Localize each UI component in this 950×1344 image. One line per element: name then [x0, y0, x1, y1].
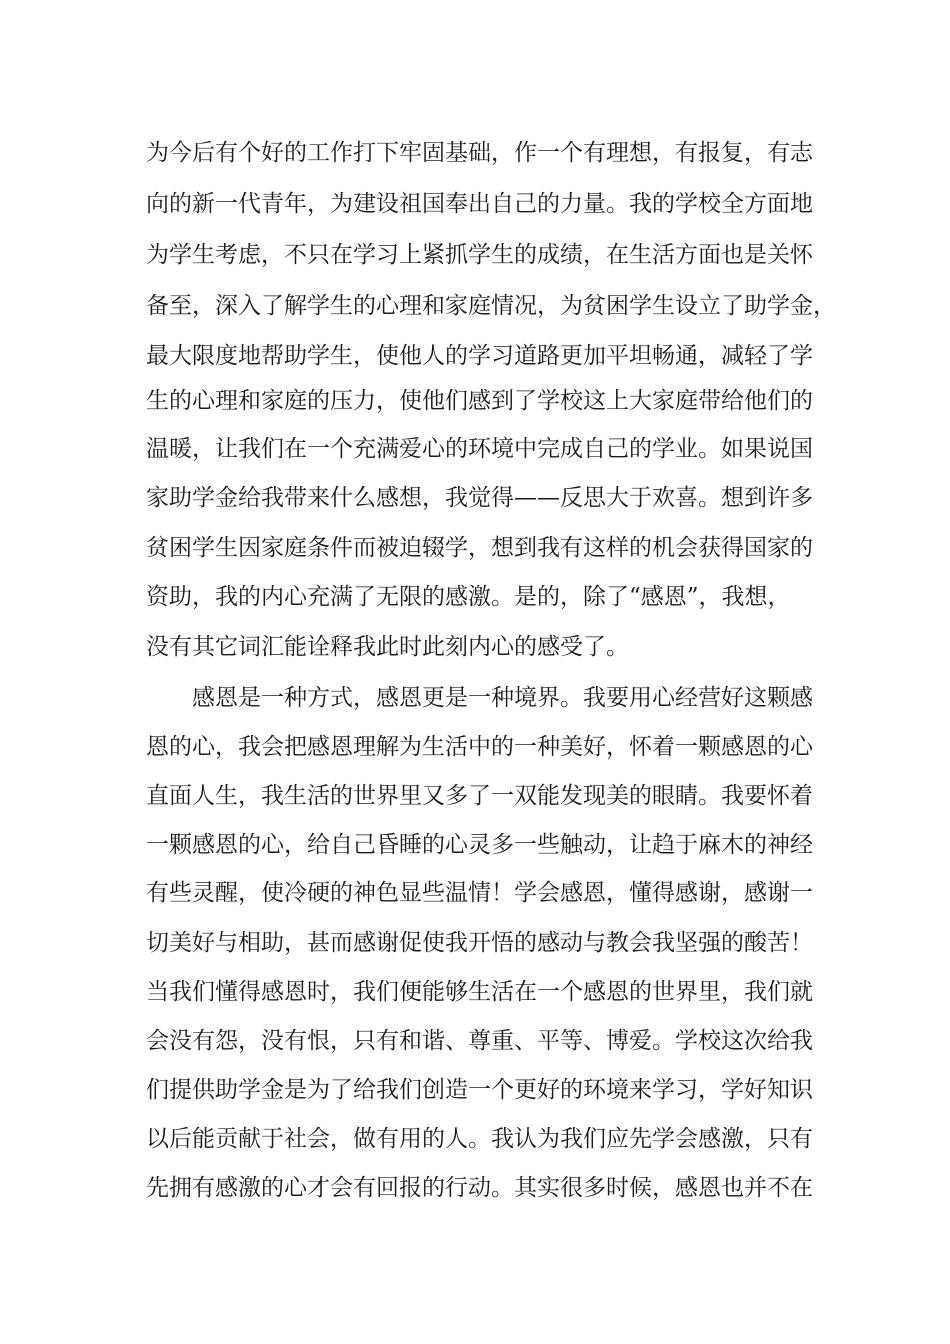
paragraph-1-line-7: 温暖，让我们在一个充满爱心的环境中完成自己的学业。如果说国	[146, 436, 813, 462]
paragraph-2-line-11: 先拥有感激的心才会有回报的行动。其实很多时候，感恩也并不在	[146, 1175, 813, 1201]
paragraph-1-line-4: 备至，深入了解学生的心理和家庭情况，为贫困学生设立了助学金，	[146, 293, 836, 319]
paragraph-2-line-9: 们提供助学金是为了给我们创造一个更好的环境来学习，学好知识	[146, 1077, 813, 1103]
paragraph-2-line-3: 直面人生，我生活的世界里又多了一双能发现美的眼睛。我要怀着	[146, 783, 813, 809]
paragraph-1-line-9: 贫困学生因家庭条件而被迫辍学，想到我有这样的机会获得国家的	[146, 535, 813, 561]
paragraph-2-line-6: 切美好与相助，甚而感谢促使我开悟的感动与教会我坚强的酸苦！	[146, 930, 813, 956]
paragraph-2-line-8: 会没有怨，没有恨，只有和谐、尊重、平等、博爱。学校这次给我	[146, 1028, 813, 1054]
paragraph-2-line-2: 恩的心，我会把感恩理解为生活中的一种美好，怀着一颗感恩的心	[146, 734, 813, 760]
paragraph-2-line-4: 一颗感恩的心，给自己昏睡的心灵多一些触动，让趋于麻木的神经	[146, 832, 813, 858]
paragraph-1-line-11: 没有其它词汇能诠释我此时此刻内心的感受了。	[146, 634, 629, 660]
paragraph-1-line-10: 资助，我的内心充满了无限的感激。是的，除了“感恩”，我想，	[146, 584, 791, 610]
paragraph-1-line-5: 最大限度地帮助学生，使他人的学习道路更加平坦畅通，减轻了学	[146, 343, 813, 369]
paragraph-2-line-10: 以后能贡献于社会，做有用的人。我认为我们应先学会感激，只有	[146, 1126, 813, 1152]
paragraph-2-line-5: 有些灵醒，使冷硬的神色显些温情！学会感恩，懂得感谢，感谢一	[146, 880, 813, 906]
paragraph-1-line-3: 为学生考虑，不只在学习上紧抓学生的成绩，在生活方面也是关怀	[146, 242, 813, 268]
paragraph-1-line-8: 家助学金给我带来什么感想，我觉得——反思大于欢喜。想到许多	[146, 485, 813, 511]
paragraph-1-line-6: 生的心理和家庭的压力，使他们感到了学校这上大家庭带给他们的	[146, 388, 813, 414]
paragraph-2-line-7: 当我们懂得感恩时，我们便能够生活在一个感恩的世界里，我们就	[146, 979, 813, 1005]
paragraph-1-line-2: 向的新一代青年，为建设祖国奉出自己的力量。我的学校全方面地	[146, 191, 813, 217]
paragraph-1-line-1: 为今后有个好的工作打下牢固基础，作一个有理想，有报复，有志	[146, 140, 813, 166]
paragraph-2-line-1: 感恩是一种方式，感恩更是一种境界。我要用心经营好这颗感	[192, 685, 813, 711]
